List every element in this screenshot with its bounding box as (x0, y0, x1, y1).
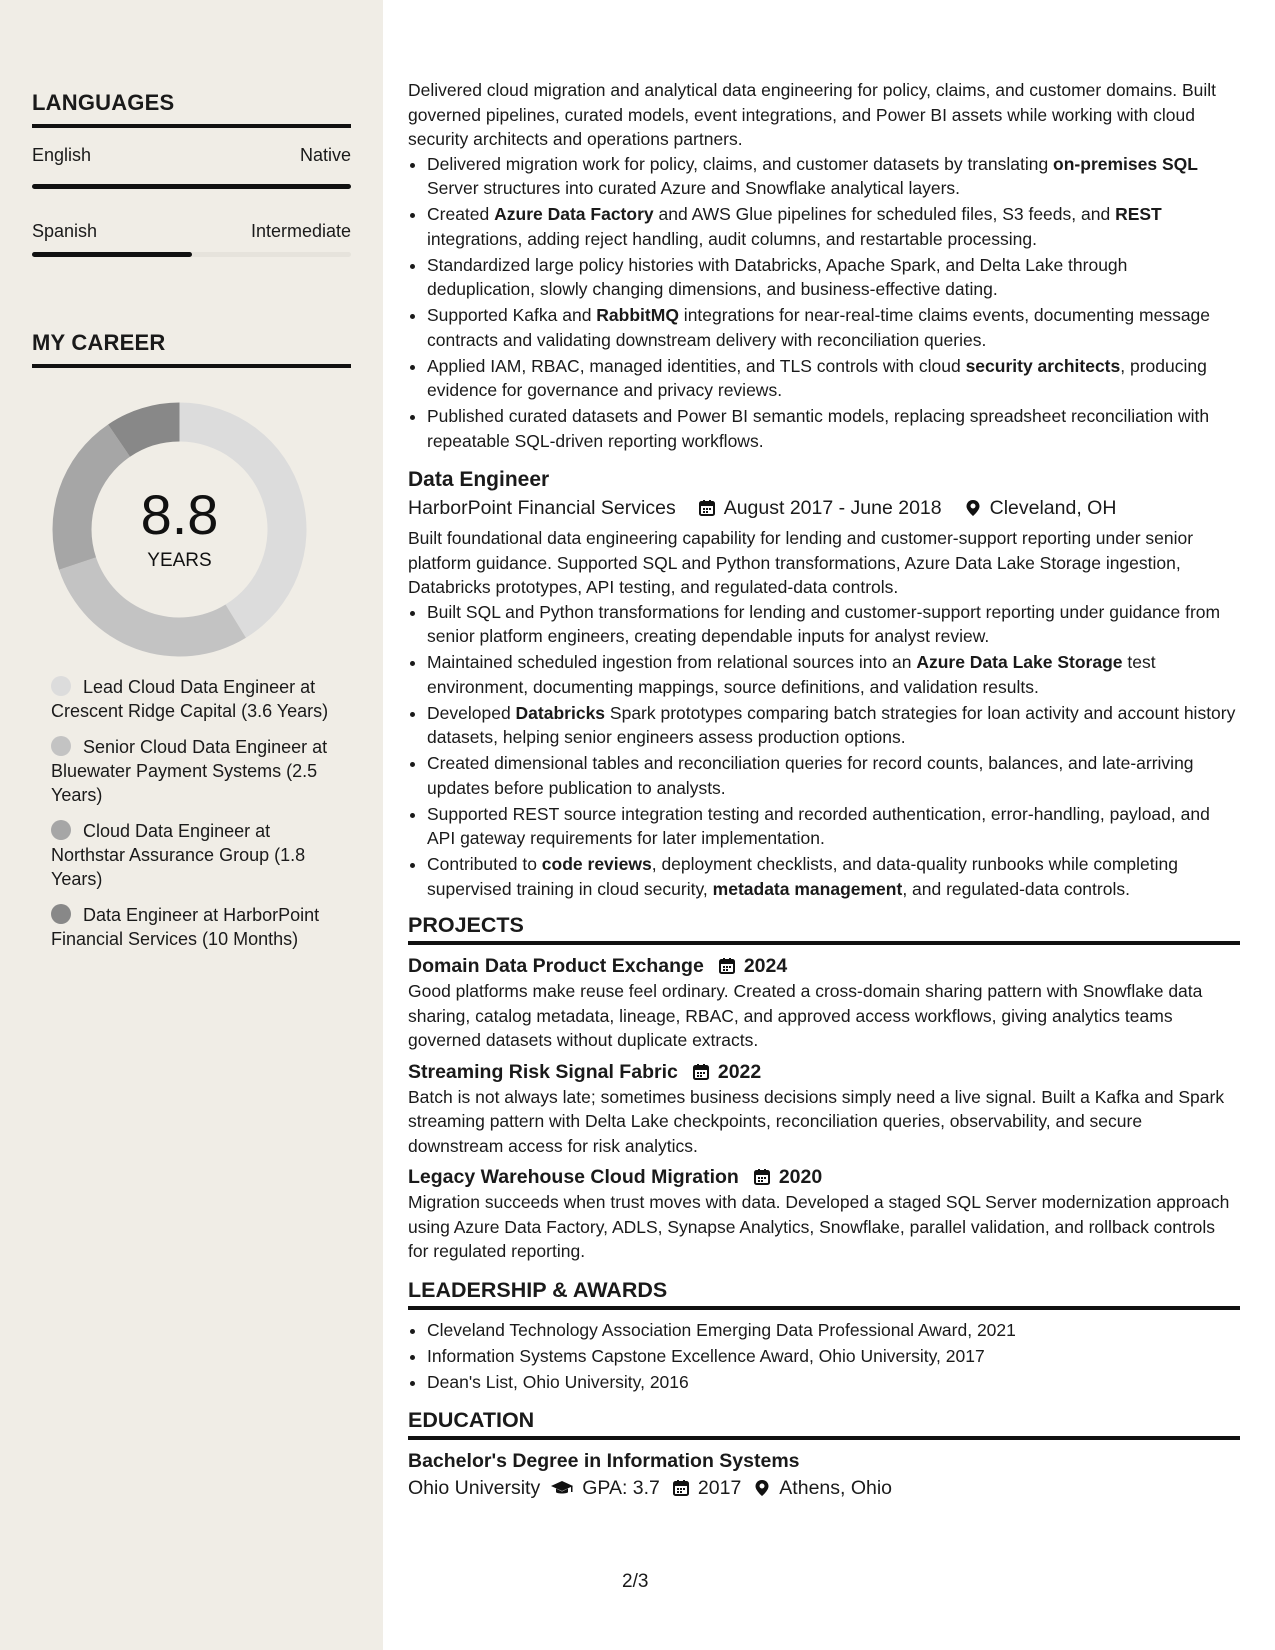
bullet-item (427, 202, 1240, 251)
legend-dot (51, 736, 71, 756)
gpa: GPA: 3.7 (582, 1477, 660, 1499)
bullet-text: Supported Kafka and (427, 305, 597, 325)
bullet-item (427, 852, 1240, 901)
bullet-keyword: REST (1115, 204, 1162, 224)
project-title-row (408, 1164, 1240, 1190)
bullet-item (427, 650, 1240, 699)
bullet-keyword: metadata management (712, 878, 903, 899)
language-name: English (32, 145, 92, 165)
bullet-keyword: security architects (965, 355, 1121, 376)
awards-list (427, 1318, 1240, 1395)
job-dates: August 2017 - June 2018 (723, 497, 942, 519)
bullet-keyword: code reviews (541, 854, 652, 874)
legend-label: Senior Cloud Data Engineer at Bluewater Payment Systems (2.5 Years) (51, 737, 328, 805)
bullet-text: Developed (427, 702, 516, 723)
bullet-item (427, 701, 1240, 750)
calendar-icon (672, 1479, 690, 1497)
language-name: Spanish (32, 221, 98, 241)
career-legend-item (51, 903, 331, 951)
calendar-icon (753, 1168, 771, 1186)
award-item: • Cleveland Technology Association Emerging Data Professional Award, 2021 (427, 1318, 1240, 1343)
project-description: Good platforms make reuse feel ordinary. Created a cross-domain sharing pattern with Snowflake data sharing, catalog metadata, lineage, RBAC, and approved access workflows, giving analytics teams governed datasets without duplicate extracts. (408, 981, 1203, 1050)
bullet-item (427, 253, 1240, 302)
donut-slice (59, 557, 246, 656)
bullet-keyword: Databricks (515, 702, 606, 723)
graduation-cap-icon (550, 1479, 574, 1497)
location-pin-icon (964, 499, 982, 517)
degree-title: Bachelor's Degree in Information Systems (408, 1450, 800, 1472)
page-number: 2/3 (622, 1571, 649, 1592)
graduation-year: 2017 (697, 1477, 742, 1499)
project-title: Legacy Warehouse Cloud Migration (408, 1166, 739, 1188)
projects-heading: PROJECTS (408, 913, 1240, 945)
school-location: Athens, Ohio (779, 1477, 893, 1499)
legend-dot (51, 676, 71, 696)
bullet-keyword: RabbitMQ (596, 305, 679, 325)
career-legend-item (51, 675, 331, 723)
awards-heading: LEADERSHIP & AWARDS (408, 1278, 1240, 1310)
bullet-item (427, 751, 1240, 800)
company-name: HarborPoint Financial Services (408, 497, 676, 519)
school-name: Ohio University (408, 1477, 541, 1499)
legend-label: Cloud Data Engineer at Northstar Assurance Group (1.8 Years) (51, 821, 306, 889)
career-legend-item (51, 735, 331, 807)
legend-label: Lead Cloud Data Engineer at Crescent Ridge Capital (3.6 Years) (51, 677, 329, 721)
bullet-text: Built SQL and Python transformations for lending and customer-support reporting under guidance from senior platform engineers, creating dependable inputs for analyst review. (427, 601, 1221, 646)
award-item: • Information Systems Capstone Excellence Award, Ohio University, 2017 (427, 1344, 1240, 1369)
career-total-unit: YEARS (147, 550, 212, 571)
proficiency-fill (32, 184, 351, 189)
project-year: 2024 (743, 955, 788, 977)
project-title: Domain Data Product Exchange (408, 955, 704, 977)
bullet-text: , and regulated-data controls. (902, 878, 1130, 899)
bullet-item (427, 600, 1240, 649)
language-english-row (32, 145, 351, 166)
project-title-row (408, 953, 1240, 979)
legend-label: Data Engineer at HarborPoint Financial Services (10 Months) (51, 905, 320, 949)
job-bullets (427, 152, 1240, 454)
project-title-row (408, 1059, 1240, 1085)
bullet-text: integrations for near-real-time claims events, documenting message contracts and validating downstream delivery with reconciliation queries. (427, 305, 1211, 350)
project-item (408, 1059, 1240, 1159)
calendar-icon (698, 499, 716, 517)
project-item (408, 1164, 1240, 1264)
bullet-item (427, 404, 1240, 453)
job-title: Data Engineer (408, 468, 550, 491)
bullet-text: Supported REST source integration testing and recorded authentication, error-handling, payload, and API gateway requirements for later implementation. (427, 803, 1210, 848)
calendar-icon (718, 957, 736, 975)
legend-dot (51, 904, 71, 924)
career-heading: MY CAREER (32, 330, 351, 368)
calendar-icon (692, 1063, 710, 1081)
bullet-text: Created (427, 204, 495, 224)
career-legend (51, 675, 331, 963)
bullet-text: Spark prototypes comparing batch strategies for loan activity and account history datasets, helping senior engineers assess production options. (427, 702, 1236, 747)
bullet-text: Applied IAM, RBAC, managed identities, and TLS controls with cloud (427, 355, 966, 376)
project-title: Streaming Risk Signal Fabric (408, 1060, 678, 1083)
bullet-text: Maintained scheduled ingestion from relational sources into an (427, 652, 917, 672)
languages-heading: LANGUAGES (32, 90, 351, 128)
bullet-item (427, 303, 1240, 352)
project-item (408, 953, 1240, 1053)
job-summary: Delivered cloud migration and analytical data engineering for policy, claims, and customer domains. Built governed pipelines, curated models, event integrations, and Power BI assets while working with cloud security architects and operations partners. (408, 80, 1217, 149)
project-year: 2020 (778, 1166, 823, 1188)
legend-dot (51, 820, 71, 840)
project-description: Batch is not always late; sometimes business decisions simply need a live signal. Built a Kafka and Spark streaming pattern with Delta Lake checkpoints, reconciliation queries, observability, and secure downstream access for risk analytics. (408, 1086, 1225, 1156)
language-level: Intermediate (250, 221, 351, 241)
job-summary: Built foundational data engineering capability for lending and customer-support reporting under senior platform guidance. Supported SQL and Python transformations, Azure Data Lake Storage ingestion, Databricks prototypes, API testing, and regulated-data controls. (408, 528, 1194, 597)
proficiency-fill (32, 252, 192, 257)
bullet-text: integrations, adding reject handling, audit columns, and restartable processing. (427, 228, 1037, 249)
bullet-keyword: Azure Data Factory (494, 204, 654, 224)
bullet-text: Published curated datasets and Power BI semantic models, replacing spreadsheet reconciliation with repeatable SQL-driven reporting workflows. (427, 406, 1210, 451)
bullet-text: and AWS Glue pipelines for scheduled files, S3 feeds, and (653, 204, 1116, 224)
location-pin-icon (753, 1479, 771, 1497)
bullet-item (427, 152, 1240, 201)
bullet-text: test environment, documenting mappings, source definitions, and validation results. (427, 652, 1156, 697)
bullet-item (427, 354, 1240, 403)
language-level: Native (299, 145, 351, 165)
job-location: Cleveland, OH (989, 497, 1117, 519)
main-content (408, 78, 1240, 1506)
bullet-text: , producing evidence for governance and privacy reviews. (427, 355, 1207, 400)
education-meta (408, 1474, 1240, 1502)
job-bullets (427, 600, 1240, 902)
bullet-text: Delivered migration work for policy, claims, and customer datasets by translating (427, 153, 1054, 174)
project-description: Migration succeeds when trust moves with data. Developed a staged SQL Server modernization approach using Azure Data Factory, ADLS, Synapse Analytics, Snowflake, parallel validation, and rollback controls for regulated reporting. (408, 1192, 1230, 1261)
language-spanish-row (32, 221, 351, 242)
sidebar (0, 0, 383, 1650)
bullet-text: , deployment checklists, and data-quality runbooks while completing supervised training in cloud security, (427, 854, 1178, 899)
bullet-text: Server structures into curated Azure and Snowflake analytical layers. (427, 178, 961, 198)
bullet-text: Created dimensional tables and reconciliation queries for record counts, balances, and late-arriving updates before publication to analysts. (427, 753, 1194, 798)
education-heading: EDUCATION (408, 1408, 1240, 1440)
bullet-keyword: on-premises SQL (1053, 153, 1198, 174)
career-total-years: 8.8 (140, 483, 219, 546)
award-item: • Dean's List, Ohio University, 2016 (427, 1370, 1240, 1395)
language-spanish-bar (32, 252, 351, 257)
bullet-keyword: Azure Data Lake Storage (916, 652, 1123, 672)
bullet-text: Standardized large policy histories with Databricks, Apache Spark, and Delta Lake through deduplication, slowly changing dimensions, and business-effective dating. (427, 254, 1128, 299)
project-year: 2022 (717, 1060, 762, 1083)
bullet-text: Contributed to (427, 854, 542, 874)
bullet-item (427, 802, 1240, 851)
language-english-bar (32, 184, 351, 189)
job-meta (408, 494, 1240, 522)
career-legend-item (51, 819, 331, 891)
